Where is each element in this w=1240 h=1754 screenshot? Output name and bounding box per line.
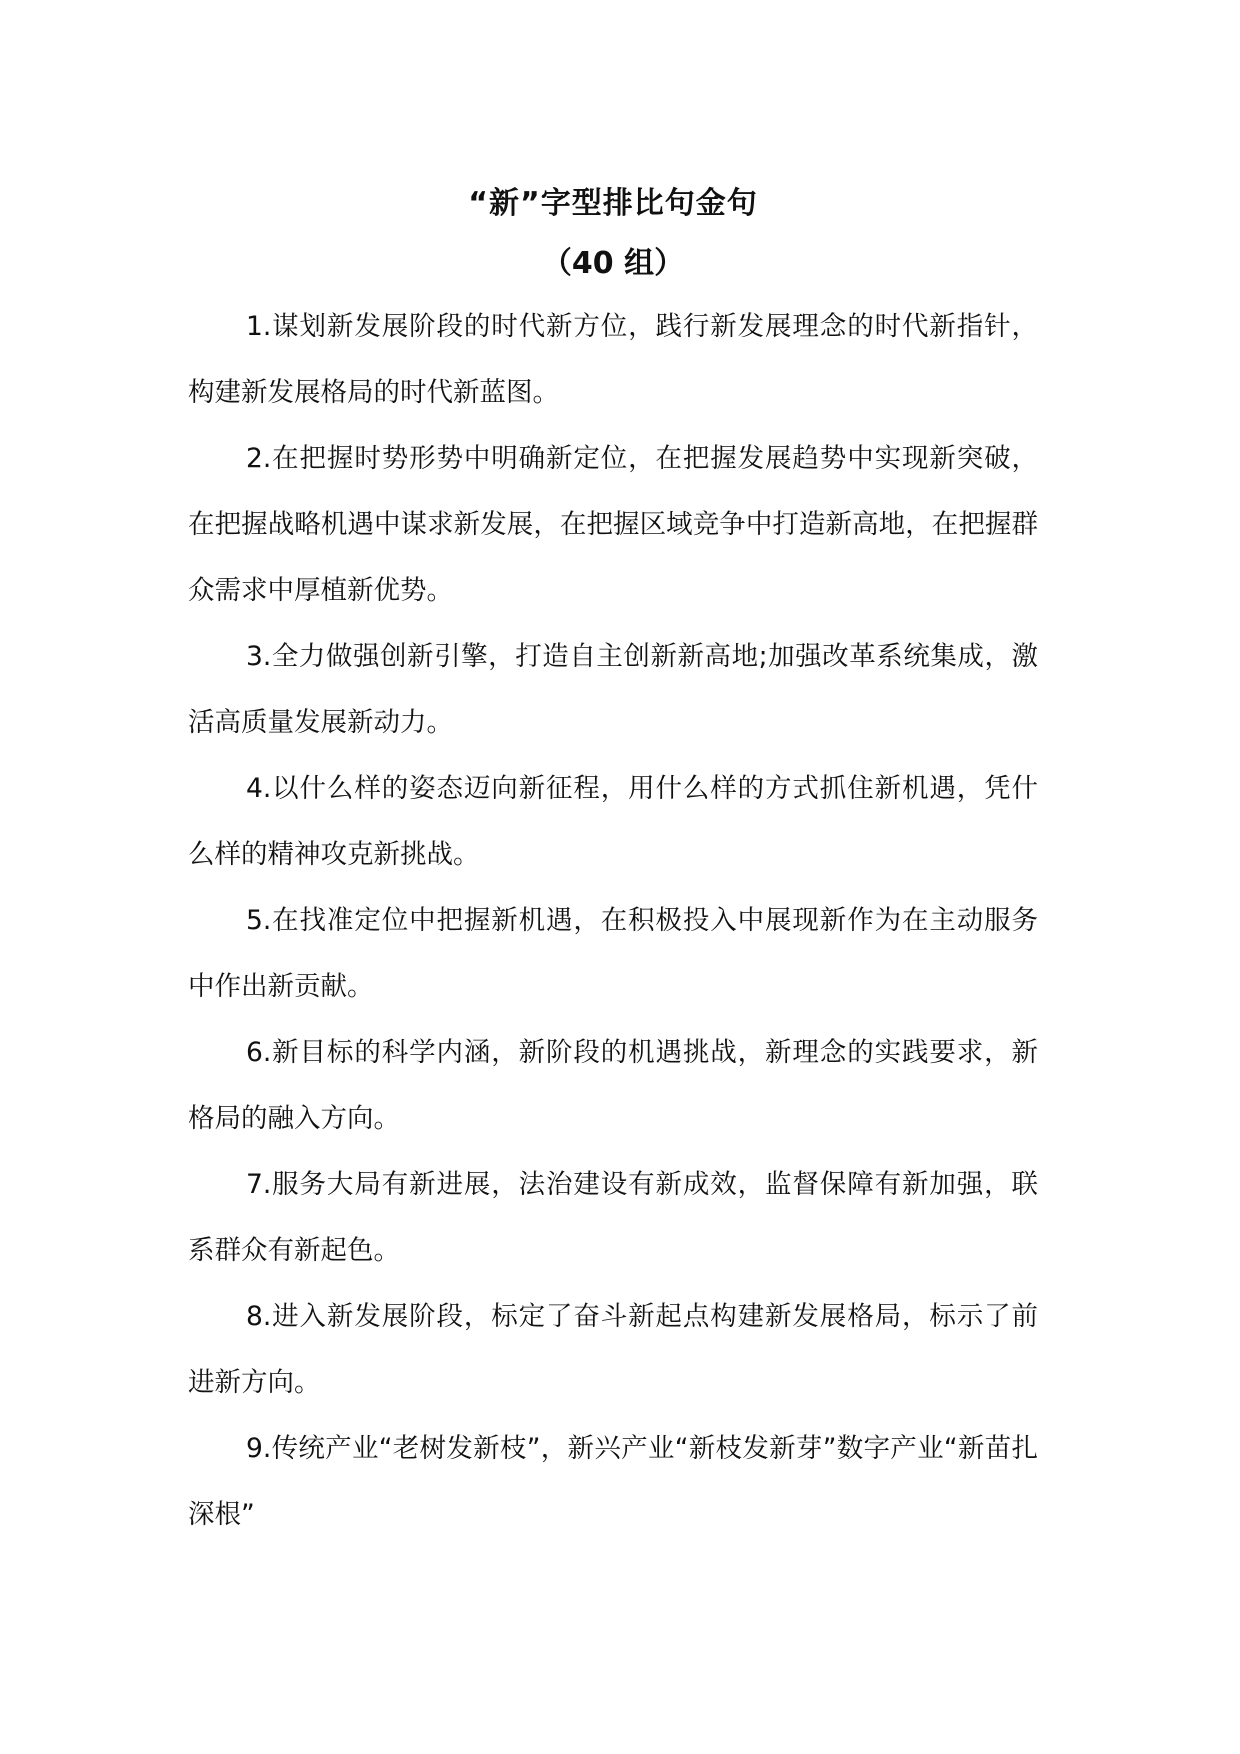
list-item-2: 2.在把握时势形势中明确新定位，在把握发展趋势中实现新突破，在把握战略机遇中谋求新发展，在把握区域竞争中打造新高地，在把握群众需求中厚植新优势。 xyxy=(188,443,1038,606)
document-subtitle: （40 组） xyxy=(541,246,685,281)
list-item-9: 9.传统产业“老树发新枝”，新兴产业“新枝发新芽”数字产业“新苗扎深根” xyxy=(188,1433,1038,1530)
list-item-8: 8.进入新发展阶段，标定了奋斗新起点构建新发展格局，标示了前进新方向。 xyxy=(188,1301,1038,1398)
list-item-6: 6.新目标的科学内涵，新阶段的机遇挑战，新理念的实践要求，新格局的融入方向。 xyxy=(188,1037,1038,1134)
document-page xyxy=(188,178,1038,1548)
list-item-3: 3.全力做强创新引擎，打造自主创新新高地;加强改革系统集成，激活高质量发展新动力。 xyxy=(188,641,1038,738)
list-item-7: 7.服务大局有新进展，法治建设有新成效，监督保障有新加强，联系群众有新起色。 xyxy=(188,1169,1038,1266)
list-item-4: 4.以什么样的姿态迈向新征程，用什么样的方式抓住新机遇，凭什么样的精神攻克新挑战。 xyxy=(188,773,1038,870)
list-item-5: 5.在找准定位中把握新机遇，在积极投入中展现新作为在主动服务中作出新贡献。 xyxy=(188,905,1038,1002)
document-title: “新”字型排比句金句 xyxy=(468,186,758,221)
list-item-1: 1.谋划新发展阶段的时代新方位，践行新发展理念的时代新指针，构建新发展格局的时代新蓝图。 xyxy=(188,311,1038,408)
item-list xyxy=(188,294,1038,1548)
